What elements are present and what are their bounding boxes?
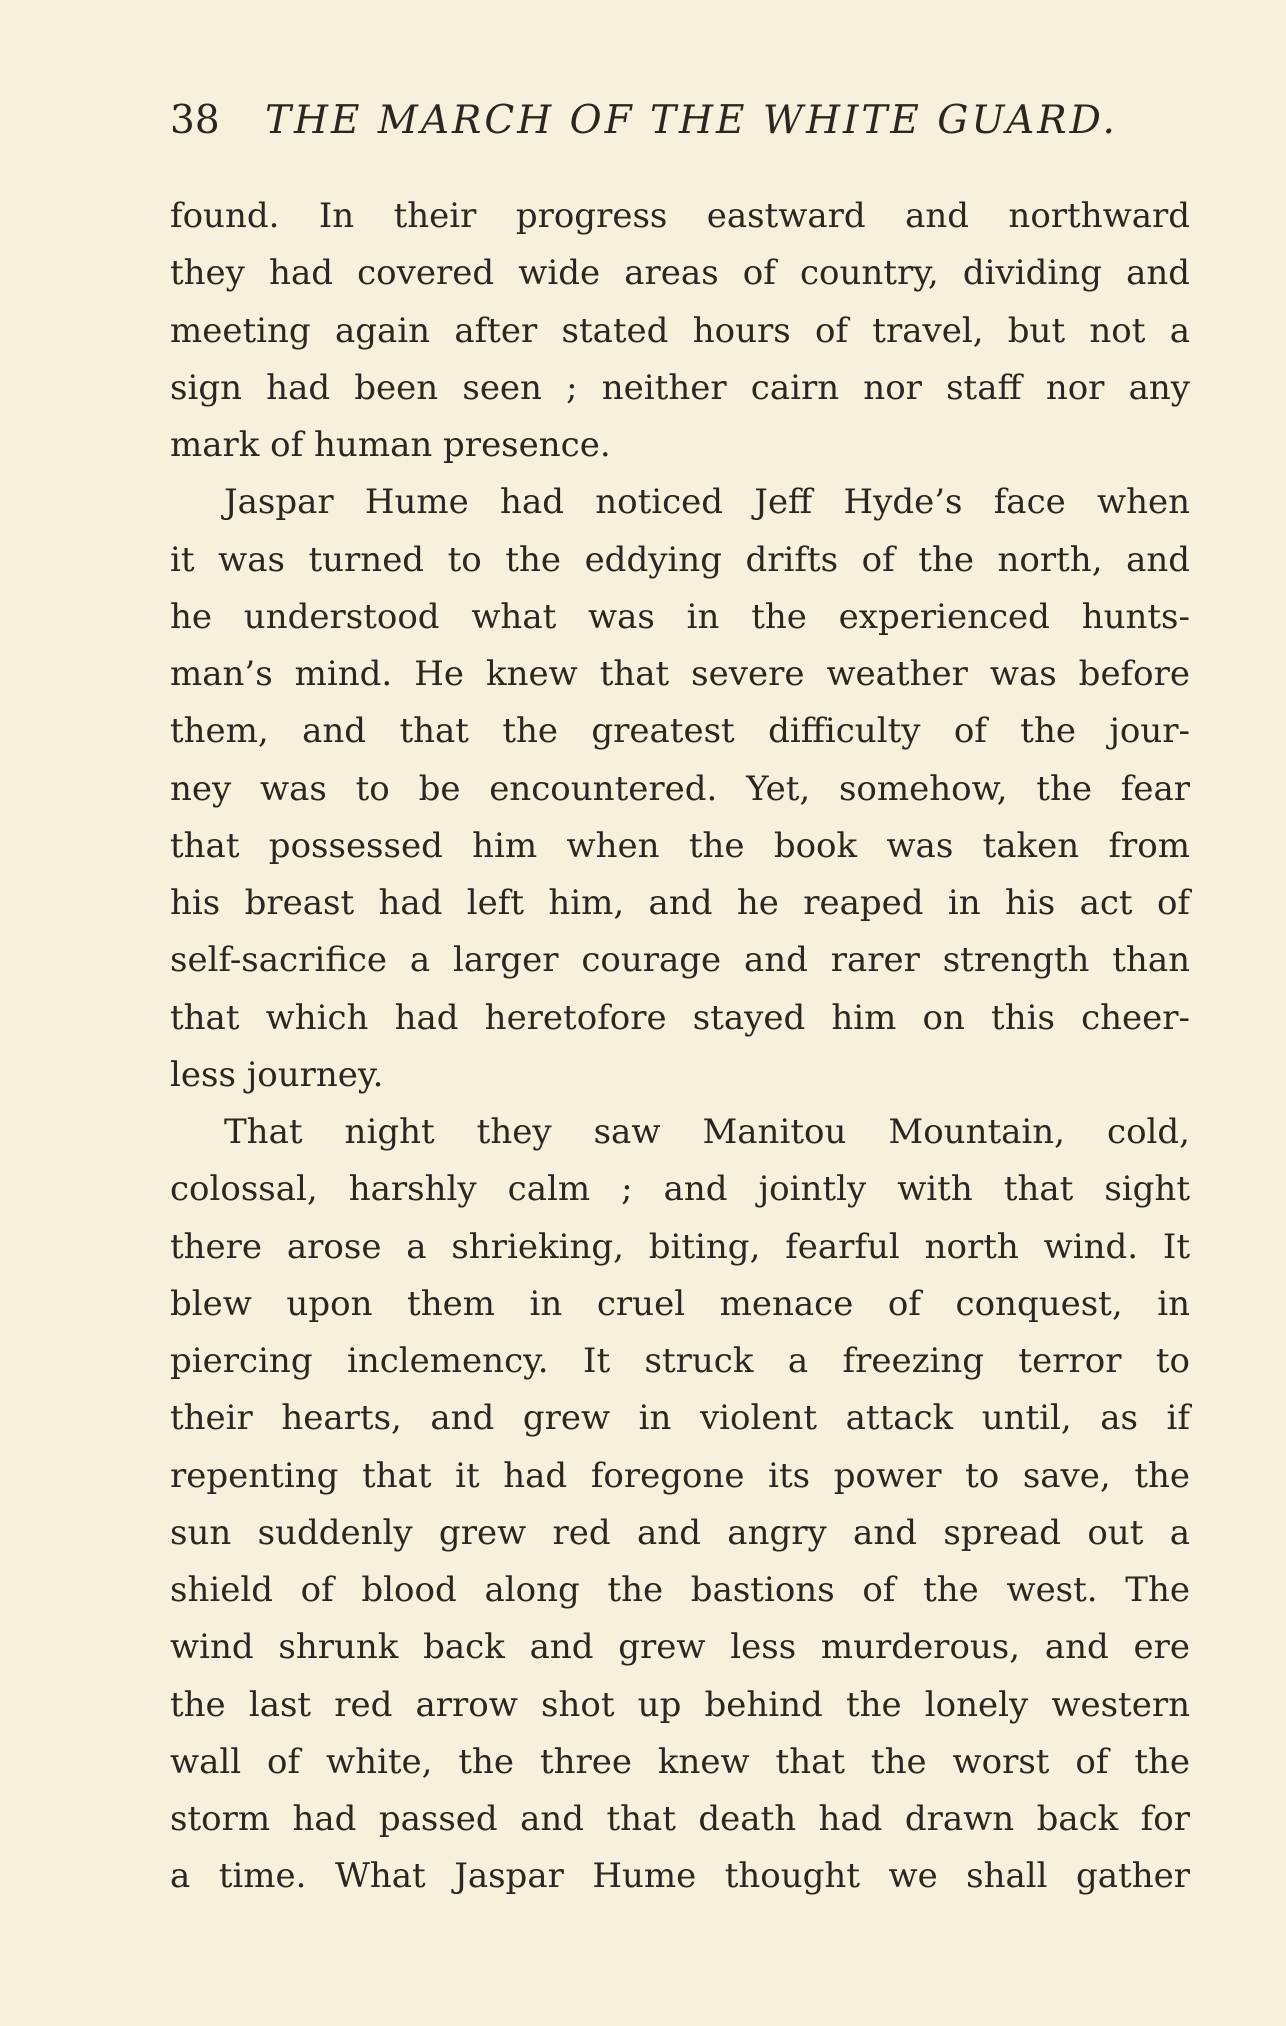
running-title: THE MARCH OF THE WHITE GUARD. [265,98,1118,143]
text-line: that which had heretofore stayed him on this cheer- [170,997,1190,1038]
text-line: a time. What Jaspar Hume thought we shall gather [170,1856,1190,1897]
text-line: they had covered wide areas of country, dividing and [170,253,1190,294]
text-line: them, and that the greatest difficulty of the jour- [170,711,1190,752]
text-line: the last red arrow shot up behind the lonely western [170,1684,1190,1725]
page-header [170,96,1130,146]
text-line: colossal, harshly calm ; and jointly with that sight [170,1169,1190,1210]
text-line: ney was to be encountered. Yet, somehow, the fear [170,768,1190,809]
text-line: it was turned to the eddying drifts of the north, and [170,539,1190,580]
text-line: blew upon them in cruel menace of conquest, in [170,1283,1190,1324]
text-line: self-sacrifice a larger courage and rarer strength than [170,940,1190,981]
text-line: shield of blood along the bastions of the west. The [170,1570,1190,1610]
text-line: there arose a shrieking, biting, fearful north wind. It [170,1226,1190,1267]
text-line: his breast had left him, and he reaped in his act of [170,883,1190,923]
text-line: found. In their progress eastward and northward [170,196,1190,236]
text-line: wall of white, the three knew that the worst of the [170,1741,1190,1782]
text-line: their hearts, and grew in violent attack until, as if [170,1398,1190,1439]
page-number: 38 [170,98,220,143]
text-line: storm had passed and that death had drawn back for [170,1799,1190,1839]
text-line: he understood what was in the experienced hunts- [170,596,1190,637]
text-line: mark of human presence. [170,425,611,465]
text-line: meeting again after stated hours of travel, but not a [170,310,1190,351]
text-line: less journey. [170,1054,384,1095]
text-line: man’s mind. He knew that severe weather was before [170,654,1190,694]
text-line: repenting that it had foregone its power to save, the [170,1455,1190,1496]
text-line: Jaspar Hume had noticed Jeff Hyde’s face when [224,482,1190,523]
text-line: that possessed him when the book was taken from [170,825,1190,866]
text-line: sign had been seen ; neither cairn nor staff nor any [170,367,1190,408]
text-line: sun suddenly grew red and angry and spread out a [170,1512,1190,1553]
text-line: That night they saw Manitou Mountain, cold, [224,1112,1190,1152]
text-line: wind shrunk back and grew less murderous, and ere [170,1627,1190,1668]
body-text [170,188,1190,1906]
text-line: piercing inclemency. It struck a freezing terror to [170,1341,1190,1381]
